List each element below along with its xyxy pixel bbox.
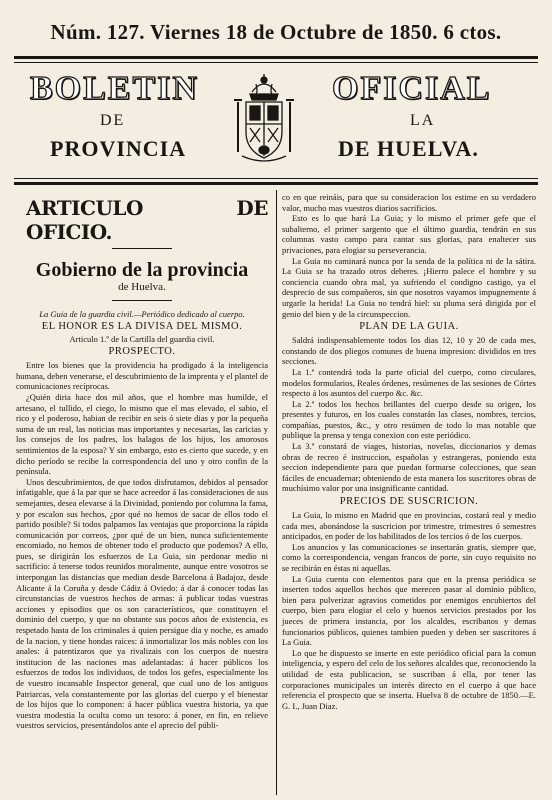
section-rule (112, 248, 172, 249)
masthead-boletin: BOLETIN (30, 70, 199, 107)
paragraph: Entre los bienes que la providencia ha prodigado á la inteligencia humana, deben venerarse, el descubrimiento de la imprenta y el plantel de comunicaciones recíprocas. (16, 360, 268, 392)
paragraph: La 2.ª todos los hechos brillantes del cuerpo desde su origen, los presentes y futuros, en los cuales constarán las clases, nombres, tercios, compañías, puestos, &c., y otro resúmen de todo lo mas notable que publique la prensa y tenga conexion con este periódico. (282, 398, 536, 441)
masthead-top-rule (14, 56, 538, 59)
right-column (282, 192, 536, 711)
masthead-de-huelva: DE HUELVA. (338, 136, 479, 161)
paragraph: Saldrá indispensablemente todos los dias 12, 10 y 20 de cada mes, constando de dos pliegos comunes de buena impresion: divididos en tres secciones. (282, 335, 536, 367)
section-title: ARTICULO DE OFICIO. (26, 196, 268, 244)
government-subtitle: de Huelva. (118, 281, 166, 293)
title-rule (112, 300, 172, 301)
masthead-oficial: OFICIAL (332, 70, 492, 107)
guia-line: La Guia de la guardia civil.—Periódico dedicado al cuerpo. (39, 309, 245, 319)
masthead-top-rule-thin (14, 62, 538, 63)
paragraph: co en que reináis, para que su consideracion los estime en su verdadero valor, mucho mas vuestros diarios sacrificios. (282, 192, 536, 213)
royal-coat-of-arms-icon (228, 72, 300, 164)
prospecto-heading: PROSPECTO. (108, 346, 176, 358)
paragraph: La 3.ª constará de viages, historias, novelas, diccionarios y demas obras de recreo é instruccion, españolas y estrangeras, poniendo esta seccion independiente para que puedan formarse colecciones, que sean fáciles de encuadernar; obteniendo de esta manera los suscritores obras de muchísimo valor por una insignificante cantidad. (282, 441, 536, 494)
paragraph: Lo que he dispuesto se inserte en este periódico oficial para la comun inteligencia, y espero del celo de los señores alcaldes que, reconociendo la utilidad de esta publicacion, se suscriban á ella, por tener las corporaciones municipales un interés directo en el cuerpo á que hace referencia el prospecto que se inserta. Huelva 8 de octubre de 1850.—E. G. I., Juan Diaz. (282, 647, 536, 711)
paragraph: Unos descubrimientos, de que todos disfrutamos, debidos al pensador infatigable, que á la par que se hace acreedor á las consideraciones de sus semejantes, desea elevarse á la Divinidad, poniendo por columna la fama, y por escalon sus hechos, ¿por qué no hemos de sacar de ellos todo el partido posible? Si todos palpamos las ventajas que proporciona la rápida comunicación por correos, ¿por qué de un bien, nunca suficientemente encomiado, no hemos de obtener todo el producto que podemos? A ello, pues, se dirigirán los esfuerzos de La Guia, sin perdonar medio ni sacrificio: á tenerse todos reunidos moralmente, aunque entre vosotros se interpongan las distancias que median desde Barcelona á Badajoz, desde Alicante á la Coruña y desde Cádiz á Oviedo: á dar á conocer todas las circunstancias de vuestros hechos de armas: á publicar todas vuestras acciones y episodios que os son característicos, que constituyen el dominio del cuerpo, y que no obstante sus pocos años de existencia, es respetado hasta de los criminales á quien persigue dia y noche, es amado de la nacion, y tiene hondas raíces: á inmortalizar los más nobles con los anales: á patentizaros que ya rivalizais con los cuerpos de nuestra institucion de las naciones mas adelantadas: á hacer públicos los esfuerzos de todos los individuos, de todos los gefes, especialmente los de vuestro incansable Inspector general, que cual uno de los antiguos Patriarcas, vela constantemente por las glorias del cuerpo y el bienestar de los hijos que lo componen: á hacer pública vuestra historia, ya que vuestra modestia la oculta como un tesoro: á poner, en fin, en relieve vuestros servicios, presentándolos ante el aprecio del públi- (16, 476, 268, 731)
column-divider (276, 190, 277, 795)
government-title: Gobierno de la provincia (35, 259, 249, 281)
left-column (16, 192, 268, 731)
masthead-provincia: PROVINCIA (50, 136, 187, 161)
masthead-bottom-rule (14, 182, 538, 185)
paragraph: La Guia no caminará nunca por la senda de la política ni de la sátira. La Guia se ha trazado otros deberes. ¡Hierro palece el hombre y su conciencia cuando obra mal, ya sufriendo el condigno castigo, ya el desprecio de sus compañeros, sin que nosotros vayamos impugnemente á urgarle la herida! La Guia no tendrá hiel: su pluma será dirigida por el genio del bien y de la circunspeccion. (282, 255, 536, 319)
paragraph: Los anuncios y las comunicaciones se insertarán gratis, siempre que, como la correspondencia, vengan francos de porte, sin cuyo requisito no se recibirán en éstas ni aquellas. (282, 541, 536, 573)
issue-line: Núm. 127. Viernes 18 de Octubre de 1850. 6 ctos. (50, 20, 502, 44)
paragraph: La Guia, lo mismo en Madrid que en provincias, costará real y medio cada mes, abonándose la suscricion por trimestre, trimestres ó semestres anticipados, en poder de los habilitados de los tercios ó de los cuerpos. (282, 510, 536, 542)
paragraph: La Guia cuenta con elementos para que en la prensa periódica se inserten todos aquellos hechos que merecen pasar al dominio público, bien para pulverizar agravios cometidos por enemigos encubiertos del cuerpo, bien para elogiar el celo y buenos servicios prestados por los jueces de primera instancia, por los alcaldes, escribanos y demas funcionarios públicos, quienes tambien pueden y deben ser suscritores á La Guia. (282, 573, 536, 648)
plan-heading: PLAN DE LA GUIA. (359, 321, 459, 333)
precios-heading: PRECIOS DE SUSCRICION. (339, 496, 479, 508)
masthead-bottom-rule-thin (14, 178, 538, 179)
article-reference: Articulo 1.º de la Cartilla del guardia civil. (69, 333, 215, 344)
paragraph: Esto es lo que hará La Guia; y lo mismo el primer gefe que el subalterno, el primer sargento que el último guardia, tendrán en sus columnas vasto campo para cantar sus glorias, para enaltecer sus privaciones, para elogiar su perseverancia. (282, 213, 536, 255)
paragraph: ¿Quién diria hace dos mil años, que el hombre mas humilde, el artesano, el tullido, el ciego, lo mismo que el mas elevado, el sabio, el rico y el poderoso, habian de recibir en seis ó siete dias y por la pequeña suma de un real, las noticias mas importantes y necesarias, las caricias y los consejos de los padres, los halagos de los hijos, los amorosos sentimientos de la esposa? Y sin embargo, esto es cierto que sucede, y en dicho período se recibe la correspondencia del uno y otro confin de la península. (16, 391, 268, 477)
motto: EL HONOR ES LA DIVISA DEL MISMO. (41, 320, 243, 332)
paragraph: La 1.ª contendrá toda la parte oficial del cuerpo, como circulares, modelos formularios, Reales órdenes, resúmenes de las sesiones de Córtes respecto á los asuntos del cuerpo &c. &c. (282, 366, 536, 399)
masthead-la: LA (410, 112, 436, 129)
masthead-de: DE (100, 112, 126, 129)
